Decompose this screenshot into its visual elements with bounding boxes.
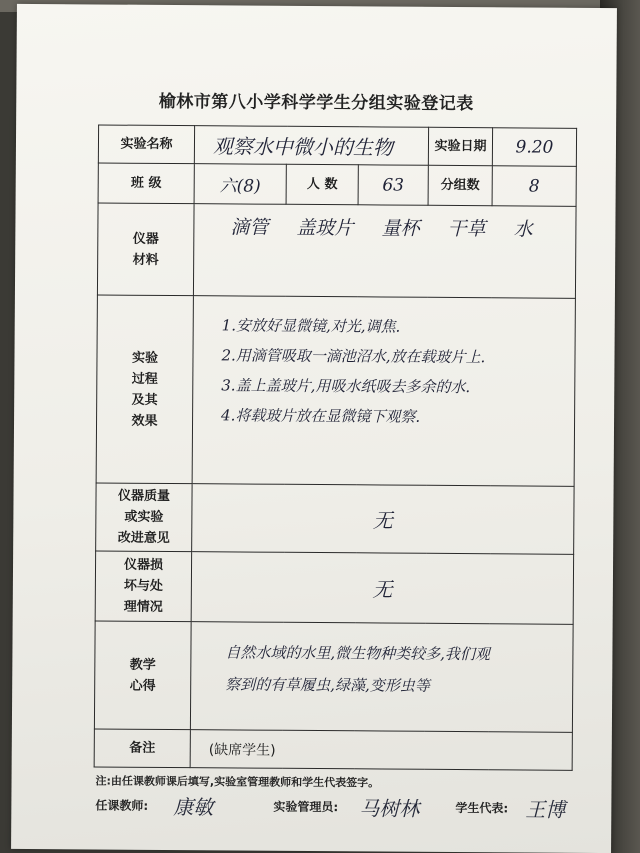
equipment-label-line: 材料	[132, 252, 159, 268]
experiment-name-value: 观察水中微小的生物	[194, 126, 428, 166]
damage-value: 无	[191, 552, 573, 625]
teacher-label: 任课教师:	[95, 798, 149, 813]
process-step: 1.安放好显微镜,对光,调焦.	[221, 316, 401, 336]
student-rep-signature: 王博	[525, 797, 566, 822]
reflection-value	[190, 622, 573, 733]
experiment-date-label: 实验日期	[428, 127, 492, 165]
material-item: 滴管	[230, 216, 269, 239]
material-item: 量杯	[381, 217, 420, 240]
form-note: 注:由任课教师课后填写,实验室管理教师和学生代表签字。	[95, 774, 380, 790]
quality-label	[96, 483, 192, 552]
reflection-label	[94, 621, 191, 730]
quality-value: 无	[192, 484, 574, 555]
headcount-value: 63	[358, 165, 428, 205]
groups-value: 8	[492, 166, 576, 207]
process-steps	[192, 296, 575, 487]
damage-label-line: 理情况	[123, 599, 163, 615]
material-item: 盖玻片	[296, 216, 354, 240]
registration-form-paper	[11, 4, 617, 853]
equipment-label	[97, 203, 194, 296]
signature-footer	[95, 790, 575, 822]
quality-label-line: 改进意见	[117, 530, 170, 546]
damage-label-line: 仪器损	[123, 557, 164, 573]
process-label	[96, 295, 193, 484]
process-label-line: 及其	[131, 392, 158, 408]
process-label-line: 实验	[131, 350, 159, 366]
material-item: 干草	[447, 217, 486, 241]
lab-manager-label: 实验管理员:	[273, 799, 339, 815]
process-step: 3.盖上盖玻片,用吸水纸吸去多余的水.	[221, 376, 471, 397]
reflection-label-line: 心得	[129, 678, 156, 694]
experiment-date-value: 9.20	[492, 128, 576, 167]
form-title: 榆林市第八小学科学学生分组实验登记表	[158, 91, 474, 115]
materials-value	[193, 204, 576, 299]
material-item: 水	[513, 218, 533, 241]
groups-label: 分组数	[428, 165, 492, 205]
damage-label-line: 坏与处	[123, 578, 163, 594]
teacher-signature: 康敏	[173, 795, 214, 820]
process-step: 4.将载玻片放在显微镜下观察.	[221, 406, 421, 426]
quality-label-line: 仪器质量	[117, 488, 171, 504]
equipment-label-line: 仪器	[132, 231, 159, 247]
class-value: 六(8)	[194, 164, 286, 205]
process-step: 2.用滴管吸取一滴池沼水,放在载玻片上.	[221, 346, 486, 367]
class-label: 班 级	[98, 163, 194, 204]
lab-manager-signature: 马树林	[359, 796, 420, 821]
reflection-line: 自然水域的水里,微生物种类较多,我们观	[225, 643, 491, 664]
experiment-name-label: 实验名称	[98, 125, 194, 164]
headcount-label: 人 数	[286, 164, 358, 205]
reflection-label-line: 教学	[129, 657, 156, 673]
process-label-line: 效果	[131, 413, 158, 429]
registration-table	[94, 124, 577, 770]
quality-label-line: 或实验	[124, 509, 164, 525]
process-label-line: 过程	[131, 371, 158, 387]
student-rep-label: 学生代表:	[455, 800, 509, 816]
remarks-value: (缺席学生)	[190, 730, 572, 771]
damage-label	[95, 551, 191, 622]
reflection-line: 察到的有草履虫,绿藻,变形虫等	[225, 675, 430, 695]
remarks-label: 备注	[94, 729, 190, 768]
